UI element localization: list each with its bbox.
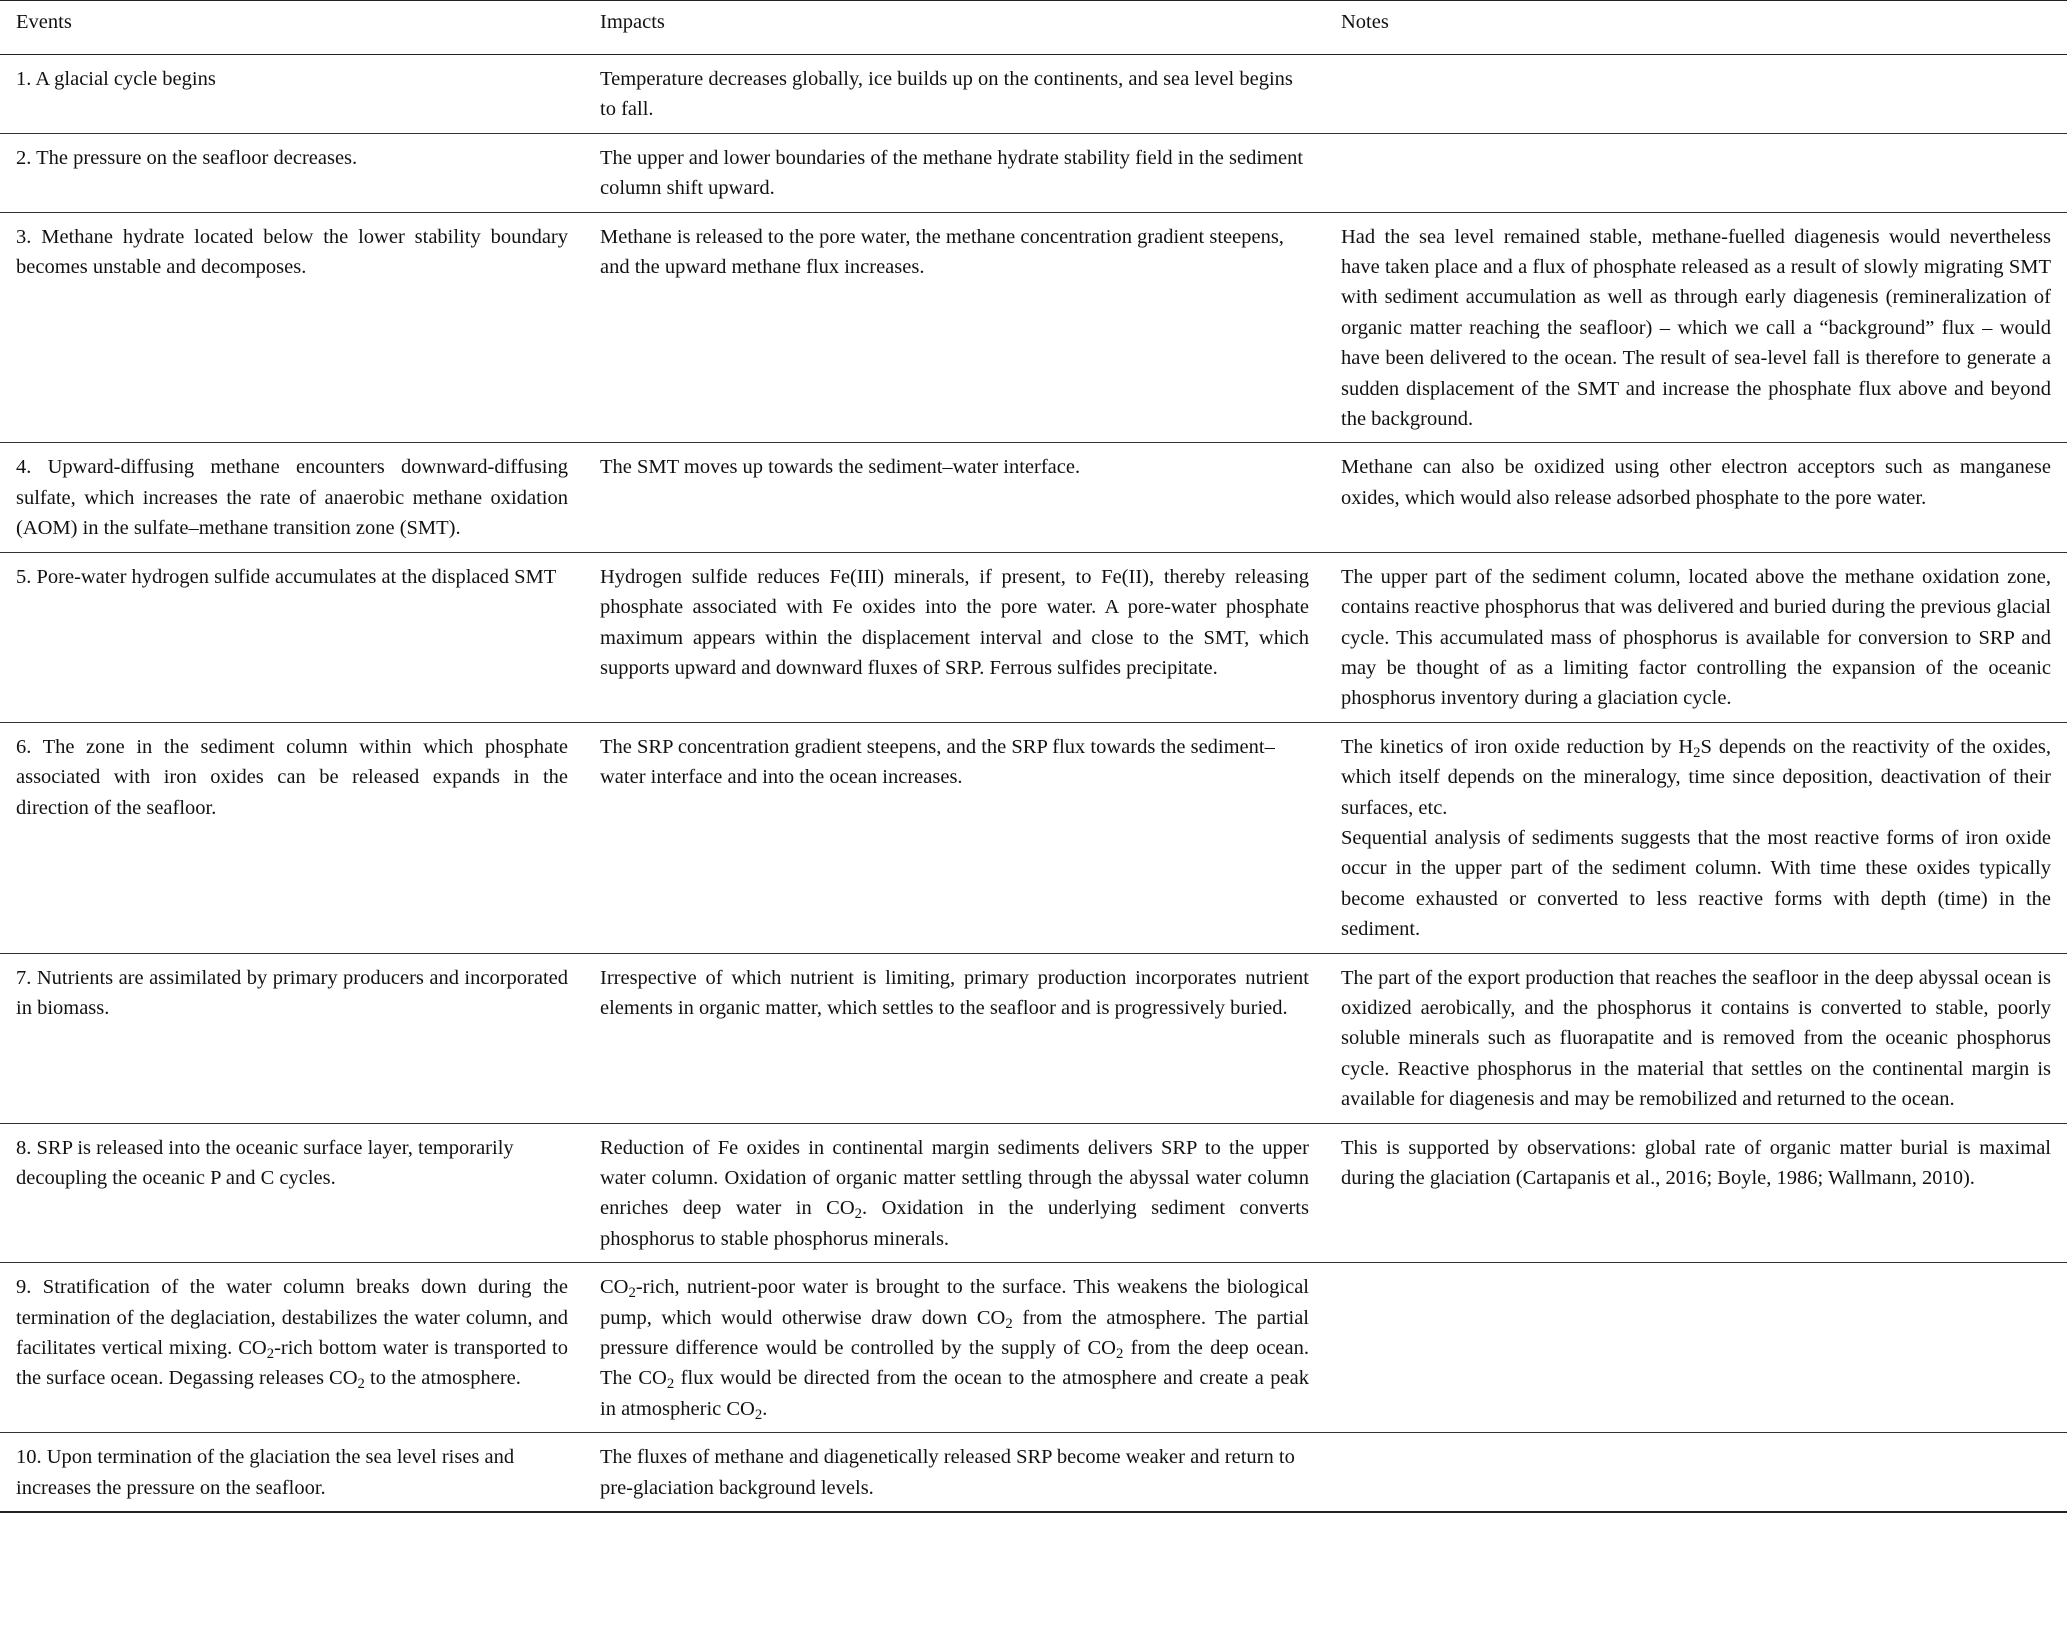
event-cell: 5. Pore-water hydrogen sulfide accumulates at the displaced SMT bbox=[0, 552, 584, 722]
event-cell: 10. Upon termination of the glaciation the sea level rises and increases the pressure on the seafloor. bbox=[0, 1433, 584, 1512]
notes-paragraph bbox=[1341, 732, 2051, 823]
impact-cell bbox=[584, 1263, 1325, 1433]
notes-cell bbox=[1325, 722, 2067, 953]
notes-cell bbox=[1325, 1433, 2067, 1512]
notes-text: S depends on the reactivity of the oxides, which itself depends on the mineralogy, time since deposition, deactivation of their surfaces, etc. bbox=[1341, 735, 2052, 819]
impact-cell: The upper and lower boundaries of the methane hydrate stability field in the sediment column shift upward. bbox=[584, 133, 1325, 212]
subscript: 2 bbox=[357, 1376, 365, 1393]
header-row bbox=[0, 1, 2067, 55]
impact-cell: The fluxes of methane and diagenetically released SRP become weaker and return to pre-glaciation background levels. bbox=[584, 1433, 1325, 1512]
event-text: 9. Stratification of the water column breaks down during the termination of the deglaciation, destabilizes the water column, and facilitates vertical mixing. CO bbox=[16, 1276, 568, 1360]
event-cell: 4. Upward-diffusing methane encounters downward-diffusing sulfate, which increases the rate of anaerobic methane oxidation (AOM) in the sulfate–methane transition zone (SMT). bbox=[0, 443, 584, 552]
table-row bbox=[0, 1433, 2067, 1512]
subscript: 2 bbox=[666, 1376, 675, 1393]
impact-text: Reduction of Fe oxides in continental margin sediments delivers SRP to the upper water column. Oxidation of organic matter settling through the abyssal water column enriches deep water in CO bbox=[600, 1136, 1309, 1220]
subscript: 2 bbox=[1693, 744, 1701, 761]
impact-text: CO bbox=[600, 1276, 629, 1299]
subscript: 2 bbox=[854, 1206, 863, 1223]
impact-text: . Oxidation in the underlying sediment converts phosphorus to stable phosphorus minerals. bbox=[600, 1197, 1309, 1250]
impact-cell: Hydrogen sulfide reduces Fe(III) minerals, if present, to Fe(II), thereby releasing phosphate associated with Fe oxides into the pore water. A pore-water phosphate maximum appears within the displacement interval and close to the SMT, which supports upward and downward fluxes of SRP. Ferrous sulfides precipitate. bbox=[584, 552, 1325, 722]
notes-cell bbox=[1325, 1263, 2067, 1433]
event-cell: 1. A glacial cycle begins bbox=[0, 55, 584, 134]
notes-cell bbox=[1325, 55, 2067, 134]
impact-cell: Methane is released to the pore water, the methane concentration gradient steepens, and the upward methane flux increases. bbox=[584, 212, 1325, 443]
table-row bbox=[0, 1263, 2067, 1433]
event-cell: 3. Methane hydrate located below the lower stability boundary becomes unstable and decomposes. bbox=[0, 212, 584, 443]
header-impacts: Impacts bbox=[584, 1, 1325, 55]
notes-cell: This is supported by observations: global rate of organic matter burial is maximal during the glaciation (Cartapanis et al., 2016; Boyle, 1986; Wallmann, 2010). bbox=[1325, 1123, 2067, 1263]
notes-text: The kinetics of iron oxide reduction by H bbox=[1341, 735, 1694, 758]
event-cell bbox=[0, 1263, 584, 1433]
subscript: 2 bbox=[1116, 1346, 1124, 1363]
header-events: Events bbox=[0, 1, 584, 55]
impact-cell bbox=[584, 1123, 1325, 1263]
subscript: 2 bbox=[628, 1285, 636, 1302]
table-row bbox=[0, 953, 2067, 1123]
subscript: 2 bbox=[1005, 1315, 1013, 1332]
table-row bbox=[0, 212, 2067, 443]
header-notes: Notes bbox=[1325, 1, 2067, 55]
table-row bbox=[0, 133, 2067, 212]
notes-cell: Methane can also be oxidized using other electron acceptors such as manganese oxides, which would also release adsorbed phosphate to the pore water. bbox=[1325, 443, 2067, 552]
impact-text: -rich, nutrient-poor water is brought to the surface. This weakens the biological pump, which would otherwise draw down CO bbox=[600, 1276, 1309, 1329]
notes-cell: Had the sea level remained stable, methane-fuelled diagenesis would nevertheless have taken place and a flux of phosphate released as a result of slowly migrating SMT with sediment accumulation as well as through early diagenesis (remineralization of organic matter reaching the seafloor) – which we call a “background” flux – would have been delivered to the ocean. The result of sea-level fall is therefore to generate a sudden displacement of the SMT and increase the phosphate flux above and beyond the background. bbox=[1325, 212, 2067, 443]
table-row bbox=[0, 552, 2067, 722]
event-cell: 6. The zone in the sediment column within which phosphate associated with iron oxides can be released expands in the direction of the seafloor. bbox=[0, 722, 584, 953]
impact-text: . bbox=[762, 1397, 768, 1420]
table-row bbox=[0, 722, 2067, 953]
notes-cell bbox=[1325, 133, 2067, 212]
impact-cell: Irrespective of which nutrient is limiting, primary production incorporates nutrient elements in organic matter, which settles to the seafloor and is progressively buried. bbox=[584, 953, 1325, 1123]
subscript: 2 bbox=[754, 1406, 763, 1423]
event-cell: 2. The pressure on the seafloor decreases. bbox=[0, 133, 584, 212]
notes-cell: The part of the export production that reaches the seafloor in the deep abyssal ocean is oxidized aerobically, and the phosphorus it contains is converted to stable, poorly soluble minerals such as fluorapatite and is removed from the oceanic phosphorus cycle. Reactive phosphorus in the material that settles on the continental margin is available for diagenesis and may be remobilized and returned to the ocean. bbox=[1325, 953, 2067, 1123]
table-row bbox=[0, 55, 2067, 134]
event-cell: 7. Nutrients are assimilated by primary producers and incorporated in biomass. bbox=[0, 953, 584, 1123]
impact-text: from the deep ocean. The CO bbox=[600, 1337, 1309, 1390]
impact-cell: Temperature decreases globally, ice builds up on the continents, and sea level begins to fall. bbox=[584, 55, 1325, 134]
notes-cell: The upper part of the sediment column, located above the methane oxidation zone, contains reactive phosphorus that was delivered and buried during the previous glacial cycle. This accumulated mass of phosphorus is available for conversion to SRP and may be thought of as a limiting factor controlling the expansion of the oceanic phosphorus inventory during a glaciation cycle. bbox=[1325, 552, 2067, 722]
impact-text: from the atmosphere. The partial pressure difference would be controlled by the supply of CO bbox=[600, 1306, 1309, 1360]
event-text: to the atmosphere. bbox=[364, 1367, 521, 1390]
impact-cell: The SRP concentration gradient steepens, and the SRP flux towards the sediment–water interface and into the ocean increases. bbox=[584, 722, 1325, 953]
event-text: -rich bottom water is transported to the surface ocean. Degassing releases CO bbox=[16, 1337, 569, 1390]
table-row bbox=[0, 1123, 2067, 1263]
table-row bbox=[0, 443, 2067, 552]
notes-paragraph: Sequential analysis of sediments suggests that the most reactive forms of iron oxide occur in the upper part of the sediment column. With time these oxides typically become exhausted or converted to less reactive forms with depth (time) in the sediment. bbox=[1341, 826, 2051, 941]
impact-text: flux would be directed from the ocean to the atmosphere and create a peak in atmospheric CO bbox=[600, 1367, 1309, 1420]
impact-cell: The SMT moves up towards the sediment–water interface. bbox=[584, 443, 1325, 552]
subscript: 2 bbox=[266, 1346, 275, 1363]
event-cell: 8. SRP is released into the oceanic surface layer, temporarily decoupling the oceanic P and C cycles. bbox=[0, 1123, 584, 1263]
